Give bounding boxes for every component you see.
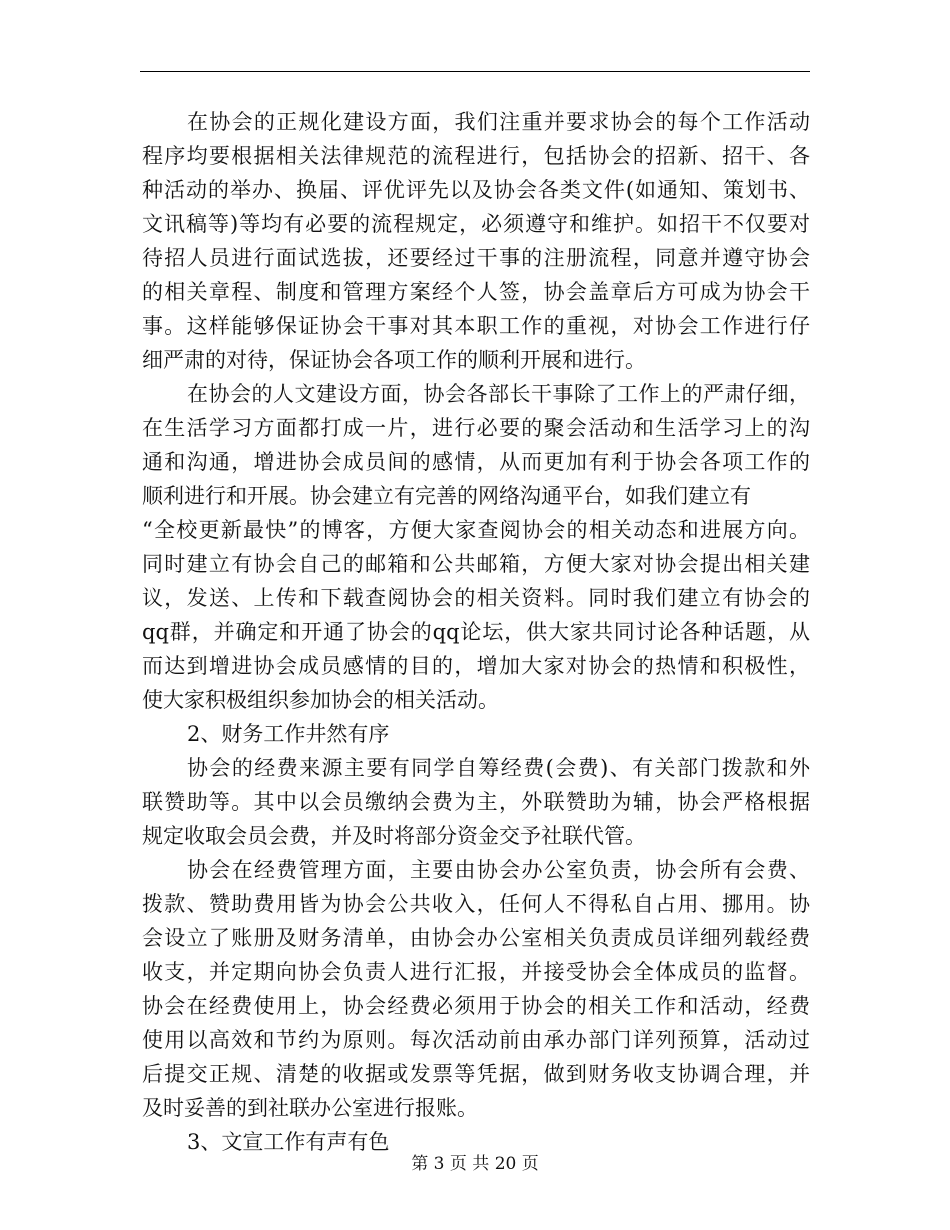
text-line: 事。这样能够保证协会干事对其本职工作的重视，对协会工作进行仔 [142, 314, 810, 338]
text-line: 协会在经费使用上，协会经费必须用于协会的相关工作和活动，经费 [142, 994, 810, 1018]
text-line: 议，发送、上传和下载查阅协会的相关资料。同时我们建立有协会的 [142, 586, 810, 610]
text-line: 待招人员进行面试选拔，还要经过干事的注册流程，同意并遵守协会 [142, 246, 810, 270]
text-line: 拨款、赞助费用皆为协会公共收入，任何人不得私自占用、挪用。协 [142, 892, 810, 916]
text-line: 会设立了账册及财务清单，由协会办公室相关负责成员详细列载经费 [142, 926, 810, 950]
text-line: 协会在经费管理方面，主要由协会办公室负责，协会所有会费、 [187, 858, 810, 882]
text-line: 及时妥善的到社联办公室进行报账。 [142, 1096, 478, 1120]
text-line: 使大家积极组织参加协会的相关活动。 [142, 688, 499, 712]
document-body [142, 105, 810, 1159]
text-line: 联赞助等。其中以会员缴纳会费为主，外联赞助为辅，协会严格根据 [142, 790, 810, 814]
text-line: 协会的经费来源主要有同学自筹经费(会费)、有关部门拨款和外 [187, 756, 810, 780]
text-line: 在协会的人文建设方面，协会各部长干事除了工作上的严肃仔细， [187, 382, 810, 406]
text-line: 收支，并定期向协会负责人进行汇报，并接受协会全体成员的监督。 [142, 960, 810, 984]
text-line: 后提交正规、清楚的收据或发票等凭据，做到财务收支协调合理，并 [142, 1062, 810, 1086]
text-line: 同时建立有协会自己的邮箱和公共邮箱，方便大家对协会提出相关建 [142, 552, 810, 576]
page-footer: 第 3 页 共 20 页 [411, 1154, 539, 1174]
text-line: 2、财务工作井然有序 [187, 722, 390, 746]
text-line: 而达到增进协会成员感情的目的，增加大家对协会的热情和积极性， [142, 654, 810, 678]
header-rule [140, 71, 810, 72]
text-line: 在生活学习方面都打成一片，进行必要的聚会活动和生活学习上的沟 [142, 416, 810, 440]
text-line: 顺利进行和开展。协会建立有完善的网络沟通平台，如我们建立有 [142, 484, 751, 508]
text-line: 3、文宣工作有声有色 [187, 1130, 390, 1154]
text-line: “全校更新最快”的博客，方便大家查阅协会的相关动态和进展方向。 [142, 518, 810, 542]
text-line: 在协会的正规化建设方面，我们注重并要求协会的每个工作活动 [187, 110, 810, 134]
text-line: 通和沟通，增进协会成员间的感情，从而更加有利于协会各项工作的 [142, 450, 810, 474]
text-line: 程序均要根据相关法律规范的流程进行，包括协会的招新、招干、各 [142, 144, 810, 168]
text-line: 规定收取会员会费，并及时将部分资金交予社联代管。 [142, 824, 646, 848]
text-line: 使用以高效和节约为原则。每次活动前由承办部门详列预算，活动过 [142, 1028, 810, 1052]
text-line: 细严肃的对待，保证协会各项工作的顺利开展和进行。 [142, 348, 646, 372]
text-line: 种活动的举办、换届、评优评先以及协会各类文件(如通知、策划书、 [142, 178, 810, 202]
text-line: qq群，并确定和开通了协会的qq论坛，供大家共同讨论各种话题，从 [142, 620, 810, 644]
text-line: 的相关章程、制度和管理方案经个人签，协会盖章后方可成为协会干 [142, 280, 810, 304]
text-line: 文讯稿等)等均有必要的流程规定，必须遵守和维护。如招干不仅要对 [142, 212, 810, 236]
